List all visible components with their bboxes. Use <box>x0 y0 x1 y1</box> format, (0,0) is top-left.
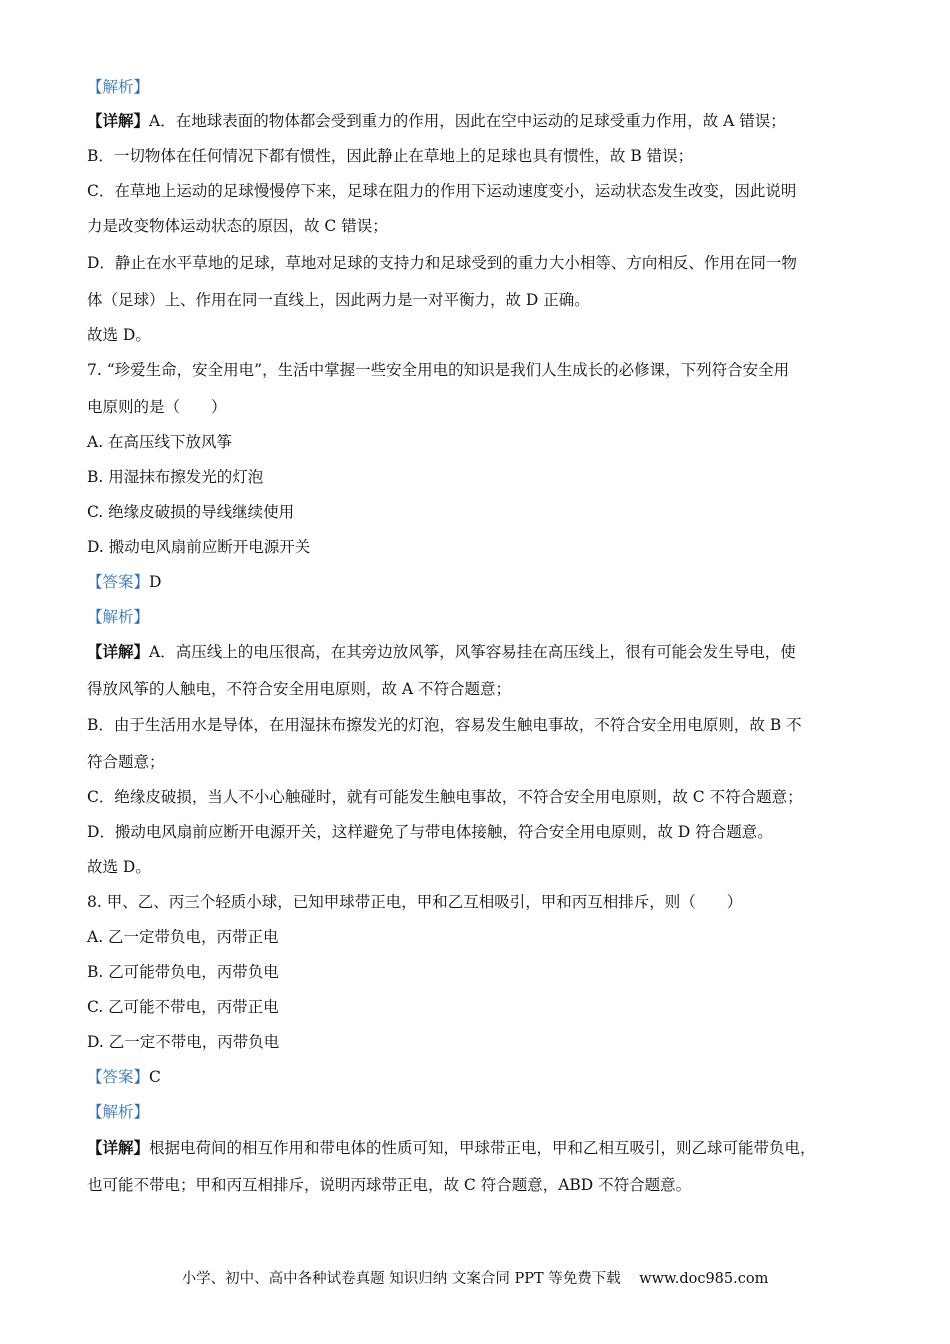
q7-detail-line: D．搬动电风扇前应断开电源开关，这样避免了与带电体接触，符合安全用电原则，故 D 符合题意。 <box>87 823 773 841</box>
q7-stem: 7. “珍爱生命，安全用电”，生活中掌握一些安全用电的知识是我们人生成长的必修课，下列符合安全用 <box>87 361 790 379</box>
q7-detail-line: B．由于生活用水是导体，在用湿抹布擦发光的灯泡，容易发生触电事故，不符合安全用电原则，故 B 不 <box>87 716 802 734</box>
page-footer <box>0 1268 950 1290</box>
q7-answer-label: 【答案】 <box>87 573 150 591</box>
q6-analysis-label: 【解析】 <box>87 78 150 96</box>
q7-detail-line: 得放风筝的人触电，不符合安全用电原则，故 A 不符合题意； <box>87 680 512 698</box>
q7-option-b: B. 用湿抹布擦发光的灯泡 <box>87 468 264 486</box>
q6-detail-line <box>87 110 877 132</box>
q8-stem: 8. 甲、乙、丙三个轻质小球，已知甲球带正电，甲和乙互相吸引，甲和丙互相排斥，则（ ） <box>87 893 743 911</box>
q8-detail-text: 根据电荷间的相互作用和带电体的性质可知，甲球带正电，甲和乙相互吸引，则乙球可能带负电， <box>149 1139 816 1157</box>
q6-conclusion: 故选 D。 <box>87 326 151 344</box>
q7-detail-label: 【详解】 <box>87 642 150 661</box>
q8-answer-value: C <box>149 1068 161 1086</box>
q7-detail-text: A．高压线上的电压很高，在其旁边放风筝，风筝容易挂在高压线上，很有可能会发生导电，使 <box>149 643 796 661</box>
q8-option-b: B. 乙可能带负电，丙带负电 <box>87 963 279 981</box>
q7-stem: 电原则的是（ ） <box>87 398 227 416</box>
q7-option-a: A. 在高压线下放风筝 <box>87 433 233 451</box>
q6-detail-line: C．在草地上运动的足球慢慢停下来，足球在阻力的作用下运动速度变小，运动状态发生改变，因此说明 <box>87 182 797 200</box>
q7-detail-line: C．绝缘皮破损，当人不小心触碰时，就有可能发生触电事故，不符合安全用电原则，故 C 不符合题意； <box>87 788 803 806</box>
q8-option-c: C. 乙可能不带电，丙带正电 <box>87 998 279 1016</box>
q8-answer <box>87 1066 877 1088</box>
q7-answer <box>87 571 877 593</box>
q8-analysis-label: 【解析】 <box>87 1103 150 1121</box>
q6-detail-text: A．在地球表面的物体都会受到重力的作用，因此在空中运动的足球受重力作用，故 A 错误； <box>149 112 786 130</box>
q7-analysis-label: 【解析】 <box>87 608 150 626</box>
footer-text: 小学、初中、高中各种试卷真题 知识归纳 文案合同 PPT 等免费下载 <box>181 1271 621 1287</box>
footer-url[interactable]: www.doc985.com <box>639 1271 769 1287</box>
q7-conclusion: 故选 D。 <box>87 858 151 876</box>
q6-detail-line: D．静止在水平草地的足球，草地对足球的支持力和足球受到的重力大小相等、方向相反、作用在同一物 <box>87 254 797 272</box>
q6-detail-line: B．一切物体在任何情况下都有惯性，因此静止在草地上的足球也具有惯性，故 B 错误； <box>87 147 694 165</box>
q6-detail-label: 【详解】 <box>87 111 150 130</box>
q8-detail-line: 也可能不带电；甲和丙互相排斥，说明丙球带正电，故 C 符合题意，ABD 不符合题意。 <box>87 1176 692 1194</box>
q8-answer-label: 【答案】 <box>87 1068 150 1086</box>
q8-option-a: A. 乙一定带负电，丙带正电 <box>87 928 279 946</box>
q6-detail-line: 力是改变物体运动状态的原因，故 C 错误； <box>87 217 388 235</box>
q7-answer-value: D <box>149 573 162 591</box>
q8-option-d: D. 乙一定不带电，丙带负电 <box>87 1033 280 1051</box>
q7-option-d: D. 搬动电风扇前应断开电源开关 <box>87 538 311 556</box>
q6-detail-line: 体（足球）上、作用在同一直线上，因此两力是一对平衡力，故 D 正确。 <box>87 291 590 309</box>
q8-detail-line <box>87 1137 877 1159</box>
q7-detail-line: 符合题意； <box>87 753 165 771</box>
q7-detail-line <box>87 641 877 663</box>
q7-option-c: C. 绝缘皮破损的导线继续使用 <box>87 503 295 521</box>
q8-detail-label: 【详解】 <box>87 1138 150 1157</box>
